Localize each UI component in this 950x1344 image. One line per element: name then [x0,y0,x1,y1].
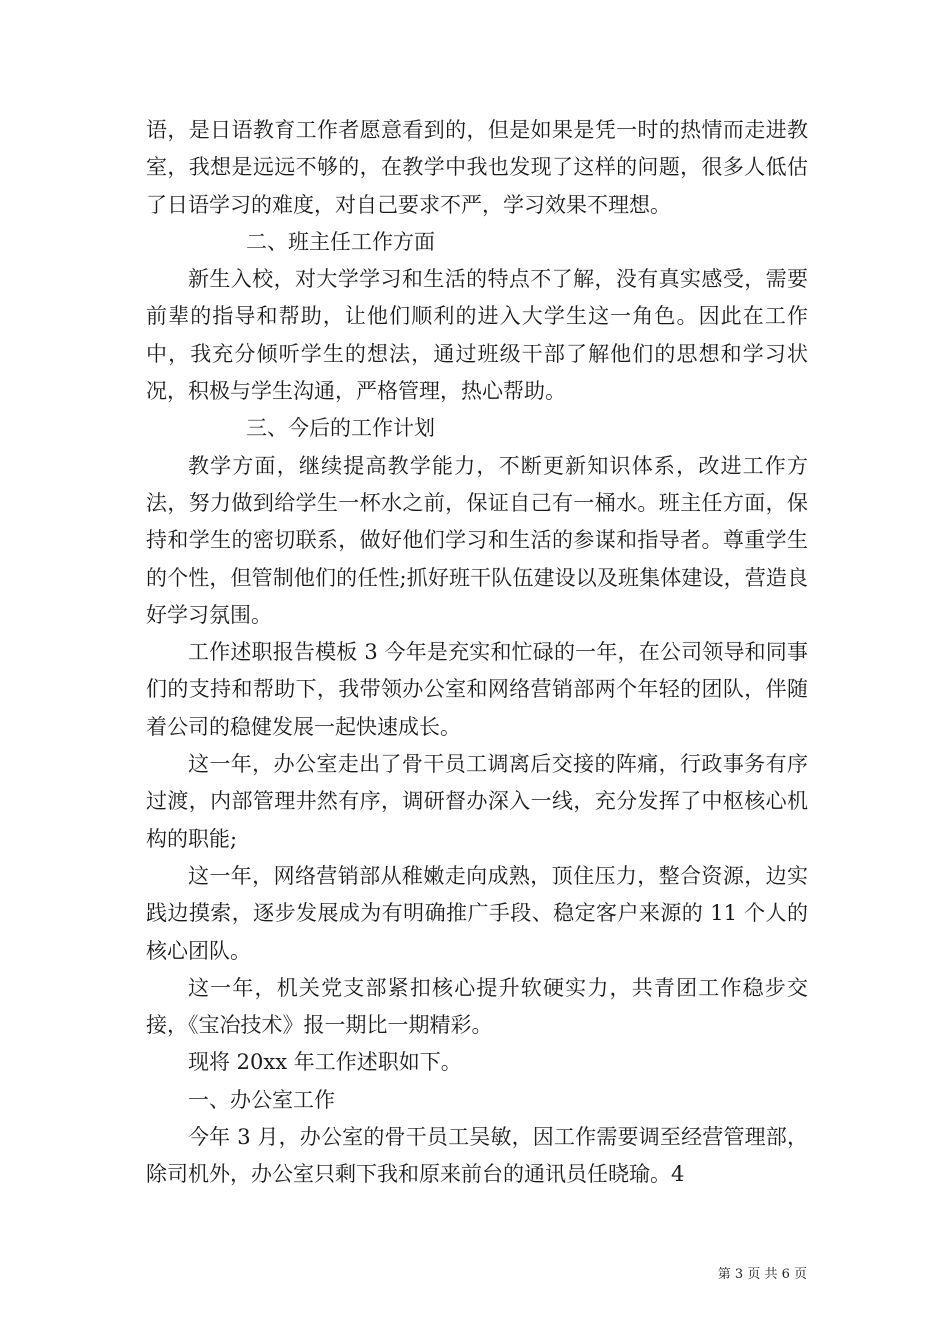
paragraph-class-teacher: 新生入校，对大学学习和生活的特点不了解，没有真实感受，需要前辈的指导和帮助，让他们顺利的进入大学生这一角色。因此在工作中，我充分倾听学生的想法，通过班级干部了解他们的思想和学习状况，积极与学生沟通，严格管理，热心帮助。 [146,267,808,404]
paragraph-office-staff: 今年 3 月，办公室的骨干员工吴敏，因工作需要调至经营管理部，除司机外，办公室只剩下我和原来前台的通讯员任晓瑜。4 [146,1125,808,1187]
paragraph-party-branch-year: 这一年，机关党支部紧扣核心提升软硬实力，共青团工作稳步交接，《宝冶技术》报一期比一期精彩。 [146,975,808,1038]
section-heading-class-teacher: 二、班主任工作方面 [246,229,435,254]
paragraph-report-lead: 现将 20xx 年工作述职如下。 [188,1050,462,1075]
section-heading-office-work: 一、办公室工作 [188,1087,335,1112]
document-body [146,112,808,1194]
paragraph-continuation: 语，是日语教育工作者愿意看到的，但是如果是凭一时的热情而走进教室，我想是远远不够的，在教学中我也发现了这样的问题，很多人低估了日语学习的难度，对自己要求不严，学习效果不理想。 [146,118,808,217]
paragraph-future-plan: 教学方面，继续提高教学能力，不断更新知识体系，改进工作方法，努力做到给学生一杯水之前，保证自己有一桶水。班主任方面，保持和学生的密切联系，做好他们学习和生活的参谋和指导者。尊重学生的个性，但管制他们的任性;抓好班干队伍建设以及班集体建设，营造良好学习氛围。 [146,453,808,627]
page-number-footer: 第 3 页 共 6 页 [717,1267,807,1282]
paragraph-marketing-year: 这一年，网络营销部从稚嫩走向成熟，顶住压力，整合资源，边实践边摸索，逐步发展成为有明确推广手段、稳定客户来源的 11 个人的核心团队。 [146,863,808,963]
paragraph-report-template-intro: 工作述职报告模板 3 今年是充实和忙碌的一年，在公司领导和同事们的支持和帮助下，我带领办公室和网络营销部两个年轻的团队，伴随着公司的稳健发展一起快速成长。 [146,640,808,739]
section-heading-future-plan: 三、今后的工作计划 [246,416,435,441]
paragraph-office-year: 这一年，办公室走出了骨干员工调离后交接的阵痛，行政事务有序过渡，内部管理井然有序，调研督办深入一线，充分发挥了中枢核心机构的职能; [146,752,808,851]
